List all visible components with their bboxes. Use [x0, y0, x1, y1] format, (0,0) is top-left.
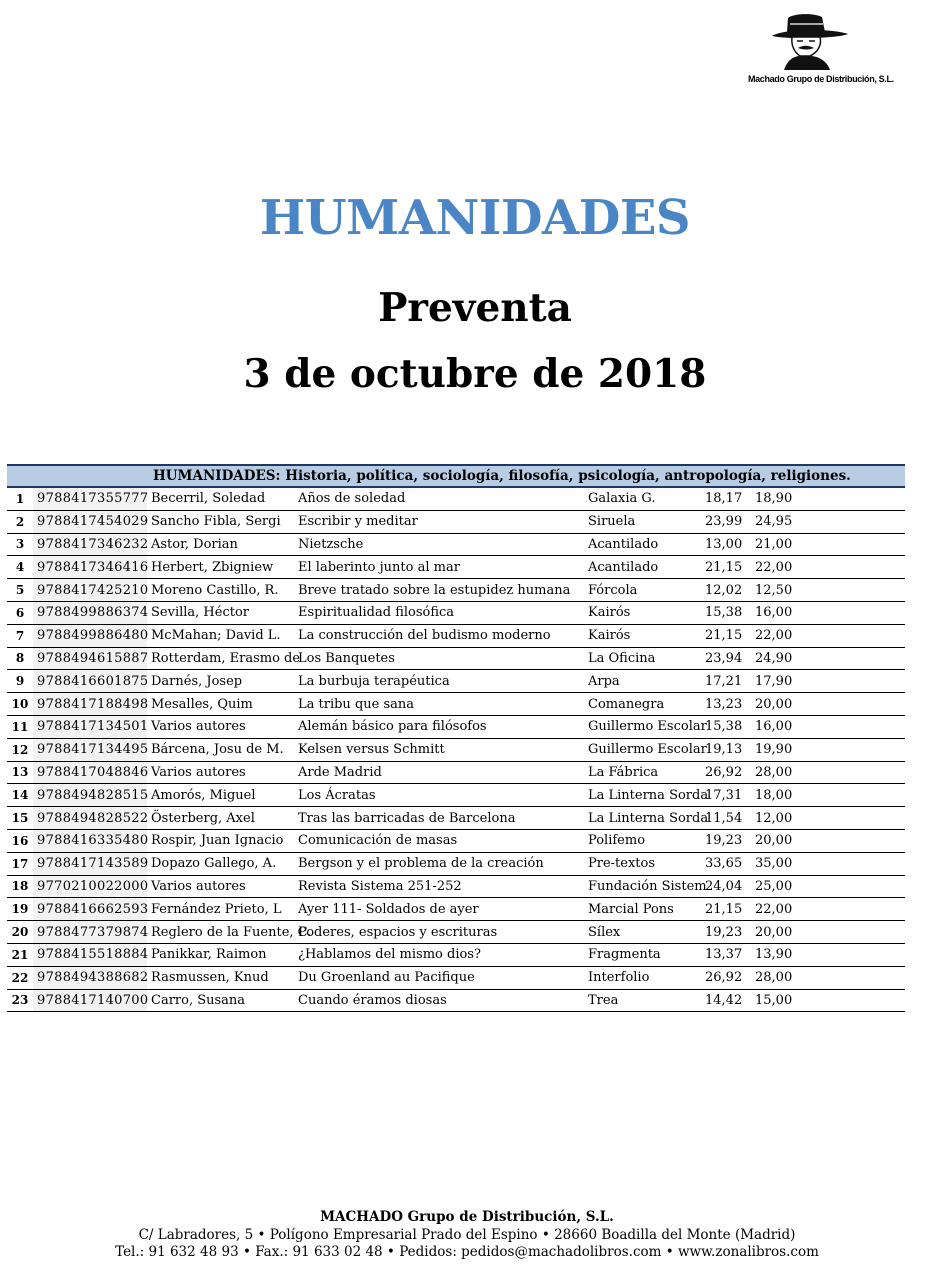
table-row [7, 898, 905, 921]
price-cell: 21,15 [701, 556, 751, 579]
price-cell: 19,23 [701, 829, 751, 852]
table-row [7, 852, 905, 875]
isbn-cell: 9788417425210 [33, 579, 147, 602]
publisher-cell: Fragmenta [584, 943, 701, 966]
price-cell: 13,00 [701, 533, 751, 556]
isbn-cell: 9788417143589 [33, 852, 147, 875]
author-cell: Rospir, Juan Ignacio [147, 829, 294, 852]
row-number: 16 [7, 829, 33, 852]
publisher-cell: Acantilado [584, 556, 701, 579]
author-cell: Darnés, Josep [147, 670, 294, 693]
author-cell: Varios autores [147, 715, 294, 738]
row-number: 2 [7, 510, 33, 533]
isbn-cell: 9788494615887 [33, 647, 147, 670]
author-cell: Herbert, Zbigniew [147, 556, 294, 579]
row-number: 14 [7, 784, 33, 807]
pvp-cell: 20,00 [751, 921, 905, 944]
price-cell: 24,04 [701, 875, 751, 898]
author-cell: Panikkar, Raimon [147, 943, 294, 966]
price-cell: 17,21 [701, 670, 751, 693]
logo-company-name: Machado Grupo de Distribución, S.L. [748, 74, 894, 84]
author-cell: Astor, Dorian [147, 533, 294, 556]
author-cell: Dopazo Gallego, A. [147, 852, 294, 875]
author-cell: Sancho Fibla, Sergi [147, 510, 294, 533]
author-cell: Amorós, Miguel [147, 784, 294, 807]
row-number: 5 [7, 579, 33, 602]
pvp-cell: 20,00 [751, 693, 905, 716]
isbn-cell: 9788417134501 [33, 715, 147, 738]
author-cell: Moreno Castillo, R. [147, 579, 294, 602]
page-date: 3 de octubre de 2018 [243, 351, 707, 397]
isbn-cell: 9788417048846 [33, 761, 147, 784]
author-cell: Bárcena, Josu de M. [147, 738, 294, 761]
price-cell: 11,54 [701, 807, 751, 830]
book-title-cell: Arde Madrid [294, 761, 584, 784]
table-row [7, 761, 905, 784]
pvp-cell: 22,00 [751, 556, 905, 579]
book-title-cell: Cuando éramos diosas [294, 989, 584, 1012]
isbn-cell: 9788417346416 [33, 556, 147, 579]
isbn-cell: 9788417346232 [33, 533, 147, 556]
publisher-cell: Trea [584, 989, 701, 1012]
table-row [7, 579, 905, 602]
publisher-cell: Kairós [584, 601, 701, 624]
pvp-cell: 18,90 [751, 487, 905, 510]
price-cell: 21,15 [701, 898, 751, 921]
book-title-cell: Poderes, espacios y escrituras [294, 921, 584, 944]
price-cell: 19,23 [701, 921, 751, 944]
pvp-cell: 16,00 [751, 601, 905, 624]
author-cell: Varios autores [147, 875, 294, 898]
book-title-cell: Bergson y el problema de la creación [294, 852, 584, 875]
table-row [7, 670, 905, 693]
book-title-cell: Años de soledad [294, 487, 584, 510]
book-title-cell: La burbuja terapéutica [294, 670, 584, 693]
row-number: 10 [7, 693, 33, 716]
table-row [7, 487, 905, 510]
author-cell: McMahan; David L. [147, 624, 294, 647]
book-title-cell: Comunicación de masas [294, 829, 584, 852]
publisher-cell: Fórcola [584, 579, 701, 602]
table-header-row [7, 465, 905, 487]
row-number: 9 [7, 670, 33, 693]
hat-portrait-icon [770, 12, 850, 72]
row-number: 13 [7, 761, 33, 784]
publisher-cell: Guillermo Escolar [584, 738, 701, 761]
price-cell: 21,15 [701, 624, 751, 647]
pvp-cell: 35,00 [751, 852, 905, 875]
isbn-cell: 9788417134495 [33, 738, 147, 761]
publisher-cell: Marcial Pons [584, 898, 701, 921]
footer-company: MACHADO Grupo de Distribución, S.L. [320, 1209, 614, 1225]
book-title-cell: Espiritualidad filosófica [294, 601, 584, 624]
isbn-cell: 9788415518884 [33, 943, 147, 966]
publisher-cell: Galaxia G. [584, 487, 701, 510]
row-number: 4 [7, 556, 33, 579]
author-cell: Rotterdam, Erasmo de [147, 647, 294, 670]
pvp-cell: 22,00 [751, 624, 905, 647]
publisher-cell: Guillermo Escolar [584, 715, 701, 738]
price-cell: 33,65 [701, 852, 751, 875]
pvp-cell: 16,00 [751, 715, 905, 738]
row-number: 8 [7, 647, 33, 670]
row-number: 17 [7, 852, 33, 875]
table-row [7, 556, 905, 579]
row-number: 6 [7, 601, 33, 624]
publisher-cell: La Linterna Sorda [584, 784, 701, 807]
table-row [7, 989, 905, 1012]
publisher-cell: Siruela [584, 510, 701, 533]
table-row [7, 693, 905, 716]
isbn-cell: 9788416335480 [33, 829, 147, 852]
row-number: 18 [7, 875, 33, 898]
price-cell: 17,31 [701, 784, 751, 807]
price-cell: 23,94 [701, 647, 751, 670]
pvp-cell: 22,00 [751, 898, 905, 921]
author-cell: Carro, Susana [147, 989, 294, 1012]
book-title-cell: Du Groenland au Pacifique [294, 966, 584, 989]
isbn-cell: 9770210022000 [33, 875, 147, 898]
publisher-cell: Polifemo [584, 829, 701, 852]
book-title-cell: Tras las barricadas de Barcelona [294, 807, 584, 830]
price-cell: 19,13 [701, 738, 751, 761]
page-title: HUMANIDADES [259, 190, 691, 246]
catalog-table [7, 464, 905, 1012]
book-title-cell: Kelsen versus Schmitt [294, 738, 584, 761]
price-cell: 26,92 [701, 761, 751, 784]
table-row [7, 738, 905, 761]
page-subtitle: Preventa [378, 285, 572, 331]
pvp-cell: 15,00 [751, 989, 905, 1012]
isbn-cell: 9788417454029 [33, 510, 147, 533]
isbn-cell: 9788417188498 [33, 693, 147, 716]
book-title-cell: El laberinto junto al mar [294, 556, 584, 579]
isbn-cell: 9788494388682 [33, 966, 147, 989]
pvp-cell: 17,90 [751, 670, 905, 693]
table-row [7, 784, 905, 807]
book-title-cell: Revista Sistema 251-252 [294, 875, 584, 898]
publisher-cell: La Linterna Sorda [584, 807, 701, 830]
publisher-cell: Fundación Sistem [584, 875, 701, 898]
price-cell: 13,37 [701, 943, 751, 966]
publisher-cell: Comanegra [584, 693, 701, 716]
footer [0, 1209, 934, 1262]
price-cell: 14,42 [701, 989, 751, 1012]
company-logo [748, 12, 894, 92]
author-cell: Fernández Prieto, L [147, 898, 294, 921]
table-row [7, 921, 905, 944]
pvp-cell: 25,00 [751, 875, 905, 898]
isbn-cell: 9788494828522 [33, 807, 147, 830]
pvp-cell: 21,00 [751, 533, 905, 556]
isbn-cell: 9788417355777 [33, 487, 147, 510]
table-row [7, 601, 905, 624]
book-title-cell: Escribir y meditar [294, 510, 584, 533]
table-row [7, 715, 905, 738]
price-cell: 15,38 [701, 715, 751, 738]
row-number: 11 [7, 715, 33, 738]
pvp-cell: 24,90 [751, 647, 905, 670]
publisher-cell: Pre-textos [584, 852, 701, 875]
book-title-cell: Alemán básico para filósofos [294, 715, 584, 738]
pvp-cell: 28,00 [751, 966, 905, 989]
price-cell: 26,92 [701, 966, 751, 989]
isbn-cell: 9788477379874 [33, 921, 147, 944]
isbn-cell: 9788499886480 [33, 624, 147, 647]
table-row [7, 647, 905, 670]
author-cell: Reglero de la Fuente, C. [147, 921, 294, 944]
row-number: 23 [7, 989, 33, 1012]
isbn-cell: 9788417140700 [33, 989, 147, 1012]
row-number: 1 [7, 487, 33, 510]
book-title-cell: Los Ácratas [294, 784, 584, 807]
table-row [7, 510, 905, 533]
author-cell: Sevilla, Héctor [147, 601, 294, 624]
publisher-cell: Kairós [584, 624, 701, 647]
pvp-cell: 19,90 [751, 738, 905, 761]
author-cell: Varios autores [147, 761, 294, 784]
price-cell: 12,02 [701, 579, 751, 602]
author-cell: Becerril, Soledad [147, 487, 294, 510]
pvp-cell: 24,95 [751, 510, 905, 533]
book-title-cell: Breve tratado sobre la estupidez humana [294, 579, 584, 602]
isbn-cell: 9788494828515 [33, 784, 147, 807]
row-number: 22 [7, 966, 33, 989]
footer-contact: Tel.: 91 632 48 93 • Fax.: 91 633 02 48 • Pedidos: pedidos@machadolibros.com • www.zonalibros.com [115, 1244, 819, 1260]
footer-address: C/ Labradores, 5 • Polígono Empresarial Prado del Espino • 28660 Boadilla del Monte (Madrid) [138, 1226, 796, 1243]
book-title-cell: ¿Hablamos del mismo dios? [294, 943, 584, 966]
pvp-cell: 20,00 [751, 829, 905, 852]
pvp-cell: 28,00 [751, 761, 905, 784]
book-title-cell: La tribu que sana [294, 693, 584, 716]
publisher-cell: La Fábrica [584, 761, 701, 784]
isbn-cell: 9788416601875 [33, 670, 147, 693]
table-header: HUMANIDADES: Historia, política, sociología, filosofía, psicología, antropología, religiones. [7, 465, 905, 487]
price-cell: 15,38 [701, 601, 751, 624]
publisher-cell: Interfolio [584, 966, 701, 989]
isbn-cell: 9788499886374 [33, 601, 147, 624]
author-cell: Österberg, Axel [147, 807, 294, 830]
book-title-cell: La construcción del budismo moderno [294, 624, 584, 647]
table-row [7, 533, 905, 556]
author-cell: Mesalles, Quim [147, 693, 294, 716]
pvp-cell: 12,50 [751, 579, 905, 602]
row-number: 12 [7, 738, 33, 761]
table-row [7, 875, 905, 898]
book-title-cell: Los Banquetes [294, 647, 584, 670]
table-row [7, 829, 905, 852]
publisher-cell: Sílex [584, 921, 701, 944]
row-number: 19 [7, 898, 33, 921]
pvp-cell: 13,90 [751, 943, 905, 966]
publisher-cell: La Oficina [584, 647, 701, 670]
row-number: 7 [7, 624, 33, 647]
price-cell: 18,17 [701, 487, 751, 510]
publisher-cell: Acantilado [584, 533, 701, 556]
author-cell: Rasmussen, Knud [147, 966, 294, 989]
table-row [7, 807, 905, 830]
row-number: 15 [7, 807, 33, 830]
publisher-cell: Arpa [584, 670, 701, 693]
pvp-cell: 12,00 [751, 807, 905, 830]
book-title-cell: Nietzsche [294, 533, 584, 556]
table-row [7, 943, 905, 966]
book-title-cell: Ayer 111- Soldados de ayer [294, 898, 584, 921]
table-row [7, 624, 905, 647]
row-number: 21 [7, 943, 33, 966]
pvp-cell: 18,00 [751, 784, 905, 807]
row-number: 20 [7, 921, 33, 944]
row-number: 3 [7, 533, 33, 556]
table-row [7, 966, 905, 989]
price-cell: 13,23 [701, 693, 751, 716]
price-cell: 23,99 [701, 510, 751, 533]
isbn-cell: 9788416662593 [33, 898, 147, 921]
